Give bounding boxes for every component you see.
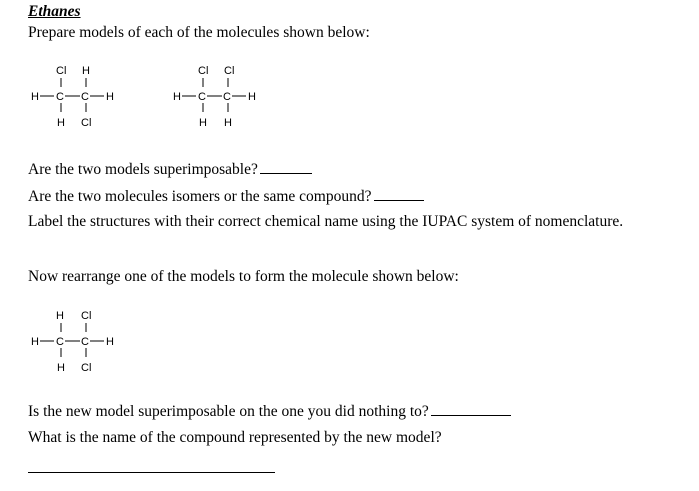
mol2-bottom-right-atom: H xyxy=(224,117,232,129)
question-label-structures: Label the structures with their correct chemical name using the IUPAC system of nomenclature. xyxy=(28,213,624,230)
mol2-carbon-1: C xyxy=(198,91,206,103)
molecule-1-structure xyxy=(28,62,138,137)
mol1-top-left-atom: Cl xyxy=(56,65,67,77)
mol2-bottom-left-atom: H xyxy=(199,117,207,129)
mol1-top-right-atom: H xyxy=(82,65,90,77)
mol3-carbon-2: C xyxy=(81,336,89,348)
answer-blank-new-model[interactable] xyxy=(431,401,511,416)
mol2-left-atom: H xyxy=(173,91,181,103)
mol3-left-atom: H xyxy=(31,336,39,348)
mol3-bottom-left-atom: H xyxy=(57,362,65,374)
mol1-left-atom: H xyxy=(31,91,39,103)
question-isomers-text: Are the two molecules isomers or the same compound? xyxy=(28,188,372,205)
mol2-carbon-2: C xyxy=(223,91,231,103)
answer-blank-superimposable[interactable] xyxy=(260,159,312,174)
mol2-top-right-atom: Cl xyxy=(224,65,235,77)
instruction-rearrange: Now rearrange one of the models to form the molecule shown below: xyxy=(28,268,459,285)
mol1-right-atom: H xyxy=(106,91,114,103)
question-superimposable-text: Are the two models superimposable? xyxy=(28,161,258,178)
mol2-right-atom: H xyxy=(248,91,256,103)
worksheet-title: Ethanes xyxy=(28,3,81,20)
molecule-2-structure xyxy=(170,62,280,137)
answer-blank-isomers[interactable] xyxy=(374,186,424,201)
mol3-right-atom: H xyxy=(106,336,114,348)
mol2-top-left-atom: Cl xyxy=(198,65,209,77)
question-new-model-superimposable xyxy=(28,401,511,421)
mol1-bottom-left-atom: H xyxy=(57,117,65,129)
mol3-bottom-right-atom: Cl xyxy=(81,362,92,374)
mol3-top-right-atom: Cl xyxy=(81,310,92,322)
molecule-3-structure xyxy=(28,307,138,382)
mol3-top-left-atom: H xyxy=(56,310,64,322)
instruction-text: Prepare models of each of the molecules shown below: xyxy=(28,24,370,41)
mol1-carbon-2: C xyxy=(81,91,89,103)
question-compound-name: What is the name of the compound represented by the new model? xyxy=(28,429,442,446)
answer-line-compound-name[interactable] xyxy=(28,472,275,473)
question-superimposable xyxy=(28,159,312,179)
mol1-carbon-1: C xyxy=(56,91,64,103)
question-isomers xyxy=(28,186,424,206)
question-new-model-text: Is the new model superimposable on the one you did nothing to? xyxy=(28,403,429,420)
mol3-carbon-1: C xyxy=(56,336,64,348)
mol1-bottom-right-atom: Cl xyxy=(81,117,92,129)
